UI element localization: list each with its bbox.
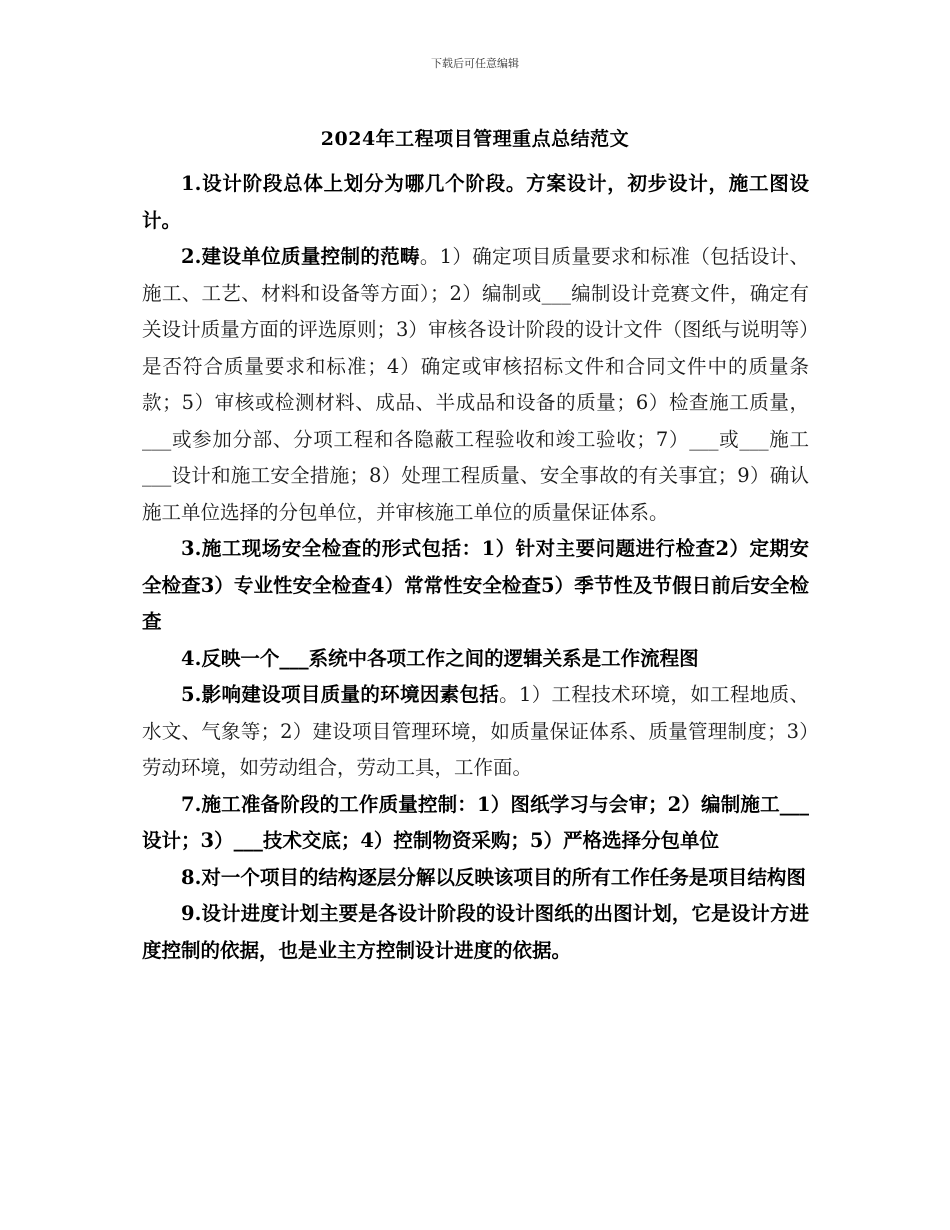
paragraph-4 — [142, 641, 809, 678]
page-header-note: 下载后可任意编辑 — [431, 57, 519, 70]
paragraph-1 — [142, 166, 809, 239]
paragraph-lead: 5.影响建设项目质量的环境因素包括 — [181, 683, 500, 706]
paragraph-8 — [142, 860, 809, 897]
paragraph-rest: 。1）确定项目质量要求和标准（包括设计、施工、工艺、材料和设备等方面）；2）编制或___编制设计竞赛文件，确定有关设计质量方面的评选原则；3）审核各设计阶段的设计文件（图纸与说明等）是否符合质量要求和标准；4）确定或审核招标文件和合同文件中的质量条款；5）审核或检测材料、成品、半成品和设备的质量；6）检查施工质量，___或参加分部、分项工程和各隐蔽工程验收和竣工验收；7）___或___施工___设计和施工安全措施；8）处理工程质量、安全事故的有关事宜；9）确认施工单位选择的分包单位，并审核施工单位的质量保证体系。 — [142, 245, 809, 524]
paragraph-lead: 3.施工现场安全检查的形式包括：1）针对主要问题进行检查2）定期安全检查3）专业性安全检查4）常常性安全检查5）季节性及节假日前后安全检查 — [142, 537, 809, 633]
paragraph-lead: 4.反映一个___系统中各项工作之间的逻辑关系是工作流程图 — [181, 646, 699, 670]
paragraph-lead: 8.对一个项目的结构逐层分解以反映该项目的所有工作任务是项目结构图 — [181, 865, 806, 889]
paragraph-3 — [142, 531, 809, 641]
paragraph-5 — [142, 677, 809, 787]
document-title: 2024年工程项目管理重点总结范文 — [320, 128, 630, 150]
paragraph-2 — [142, 239, 809, 531]
paragraph-rest: 。1）工程技术环境，如工程地质、水文、气象等；2）建设项目管理环境，如质量保证体系、质量管理制度；3）劳动环境，如劳动组合，劳动工具，工作面。 — [142, 683, 809, 779]
paragraph-lead: 9.设计进度计划主要是各设计阶段的设计图纸的出图计划，它是设计方进度控制的依据，也是业主方控制设计进度的依据。 — [142, 902, 809, 962]
paragraph-lead: 2.建设单位质量控制的范畴 — [181, 245, 420, 268]
paragraph-7 — [142, 787, 809, 860]
document-body — [142, 166, 809, 969]
paragraph-9 — [142, 896, 809, 969]
paragraph-lead: 7.施工准备阶段的工作质量控制：1）图纸学习与会审；2）编制施工___设计；3）___技术交底；4）控制物资采购；5）严格选择分包单位 — [142, 792, 809, 852]
paragraph-lead: 1.设计阶段总体上划分为哪几个阶段。方案设计，初步设计，施工图设计。 — [142, 172, 809, 232]
